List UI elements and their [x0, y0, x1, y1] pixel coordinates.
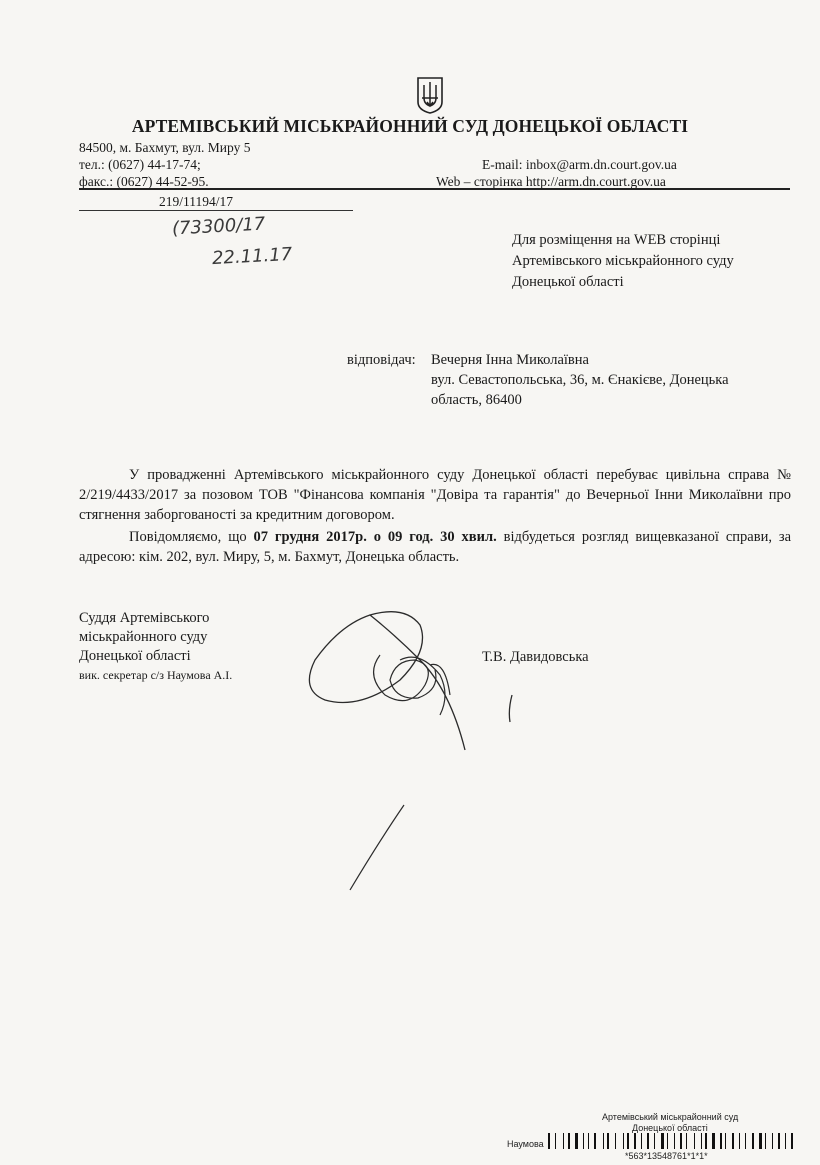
- barcode-number: *563*13548761*1*1*: [625, 1151, 708, 1161]
- outgoing-number: 219/11194/17: [79, 193, 353, 211]
- barcode-icon: [548, 1133, 794, 1151]
- judge-title: [79, 609, 209, 666]
- handwritten-registration-number: (73300/17: [171, 213, 266, 240]
- respondent-address: область, 86400: [431, 392, 522, 408]
- stamp-clerk: Наумова: [507, 1139, 544, 1149]
- placement-note-line: Для розміщення на WEB сторінці: [512, 232, 721, 248]
- judge-title-line: Суддя Артемівського: [79, 610, 210, 626]
- respondent-label: відповідач:: [347, 352, 416, 368]
- judge-name: Т.В. Давидовська: [482, 649, 589, 665]
- hearing-text: відбудеться розгляд вищевказаної справи, за адресою: кім. 202, вул. Миру, 5, м. Бахмут, Донецька область.: [79, 529, 792, 565]
- judge-title-line: міськрайонного суду: [79, 629, 208, 645]
- court-name: АРТЕМІВСЬКИЙ МІСЬКРАЙОННИЙ СУД ДОНЕЦЬКОЇ ОБЛАСТІ: [131, 116, 689, 136]
- judge-title-line: Донецької області: [79, 648, 191, 664]
- court-web: Web – сторінка http://arm.dn.court.gov.ua: [436, 174, 666, 189]
- court-phone: тел.: (0627) 44-17-74;: [79, 157, 201, 172]
- notice-paragraph: У провадженні Артемівського міськрайонного суду Донецької області перебуває цивільна справа № 2/219/4433/2017 за позовом ТОВ "Фінансова компанія "Довіра та гарантія" до Вечерньої Інни Миколаївни про стягнення заборгованості за кредитним договором.: [79, 467, 791, 523]
- respondent-address: вул. Севастопольська, 36, м. Єнакієве, Донецька: [431, 372, 729, 388]
- stamp-court-name: Артемівський міськрайонний суд: [602, 1112, 739, 1122]
- hearing-datetime: 07 грудня 2017р. о 09 год. 30 хвил.: [253, 529, 497, 545]
- court-fax: факс.: (0627) 44-52-95.: [79, 174, 209, 189]
- secretary-note: вик. секретар с/з Наумова А.І.: [79, 668, 233, 682]
- court-email: E-mail: inbox@arm.dn.court.gov.ua: [482, 157, 677, 172]
- hearing-paragraph: [79, 527, 791, 567]
- stamp-region: Донецької області: [632, 1123, 708, 1133]
- placement-note-line: Донецької області: [512, 274, 624, 290]
- respondent-name: Вечерня Інна Миколаївна: [431, 352, 589, 368]
- header-divider: [79, 188, 790, 190]
- handwritten-registration-date: 22.11.17: [211, 243, 293, 270]
- trident-emblem-icon: [416, 76, 444, 114]
- placement-note: [512, 230, 734, 293]
- hearing-text: Повідомляємо, що: [129, 529, 254, 545]
- court-address: 84500, м. Бахмут, вул. Миру 5: [79, 140, 251, 155]
- placement-note-line: Артемівського міськрайонного суду: [512, 253, 734, 269]
- signature-scribble-icon: [300, 600, 530, 900]
